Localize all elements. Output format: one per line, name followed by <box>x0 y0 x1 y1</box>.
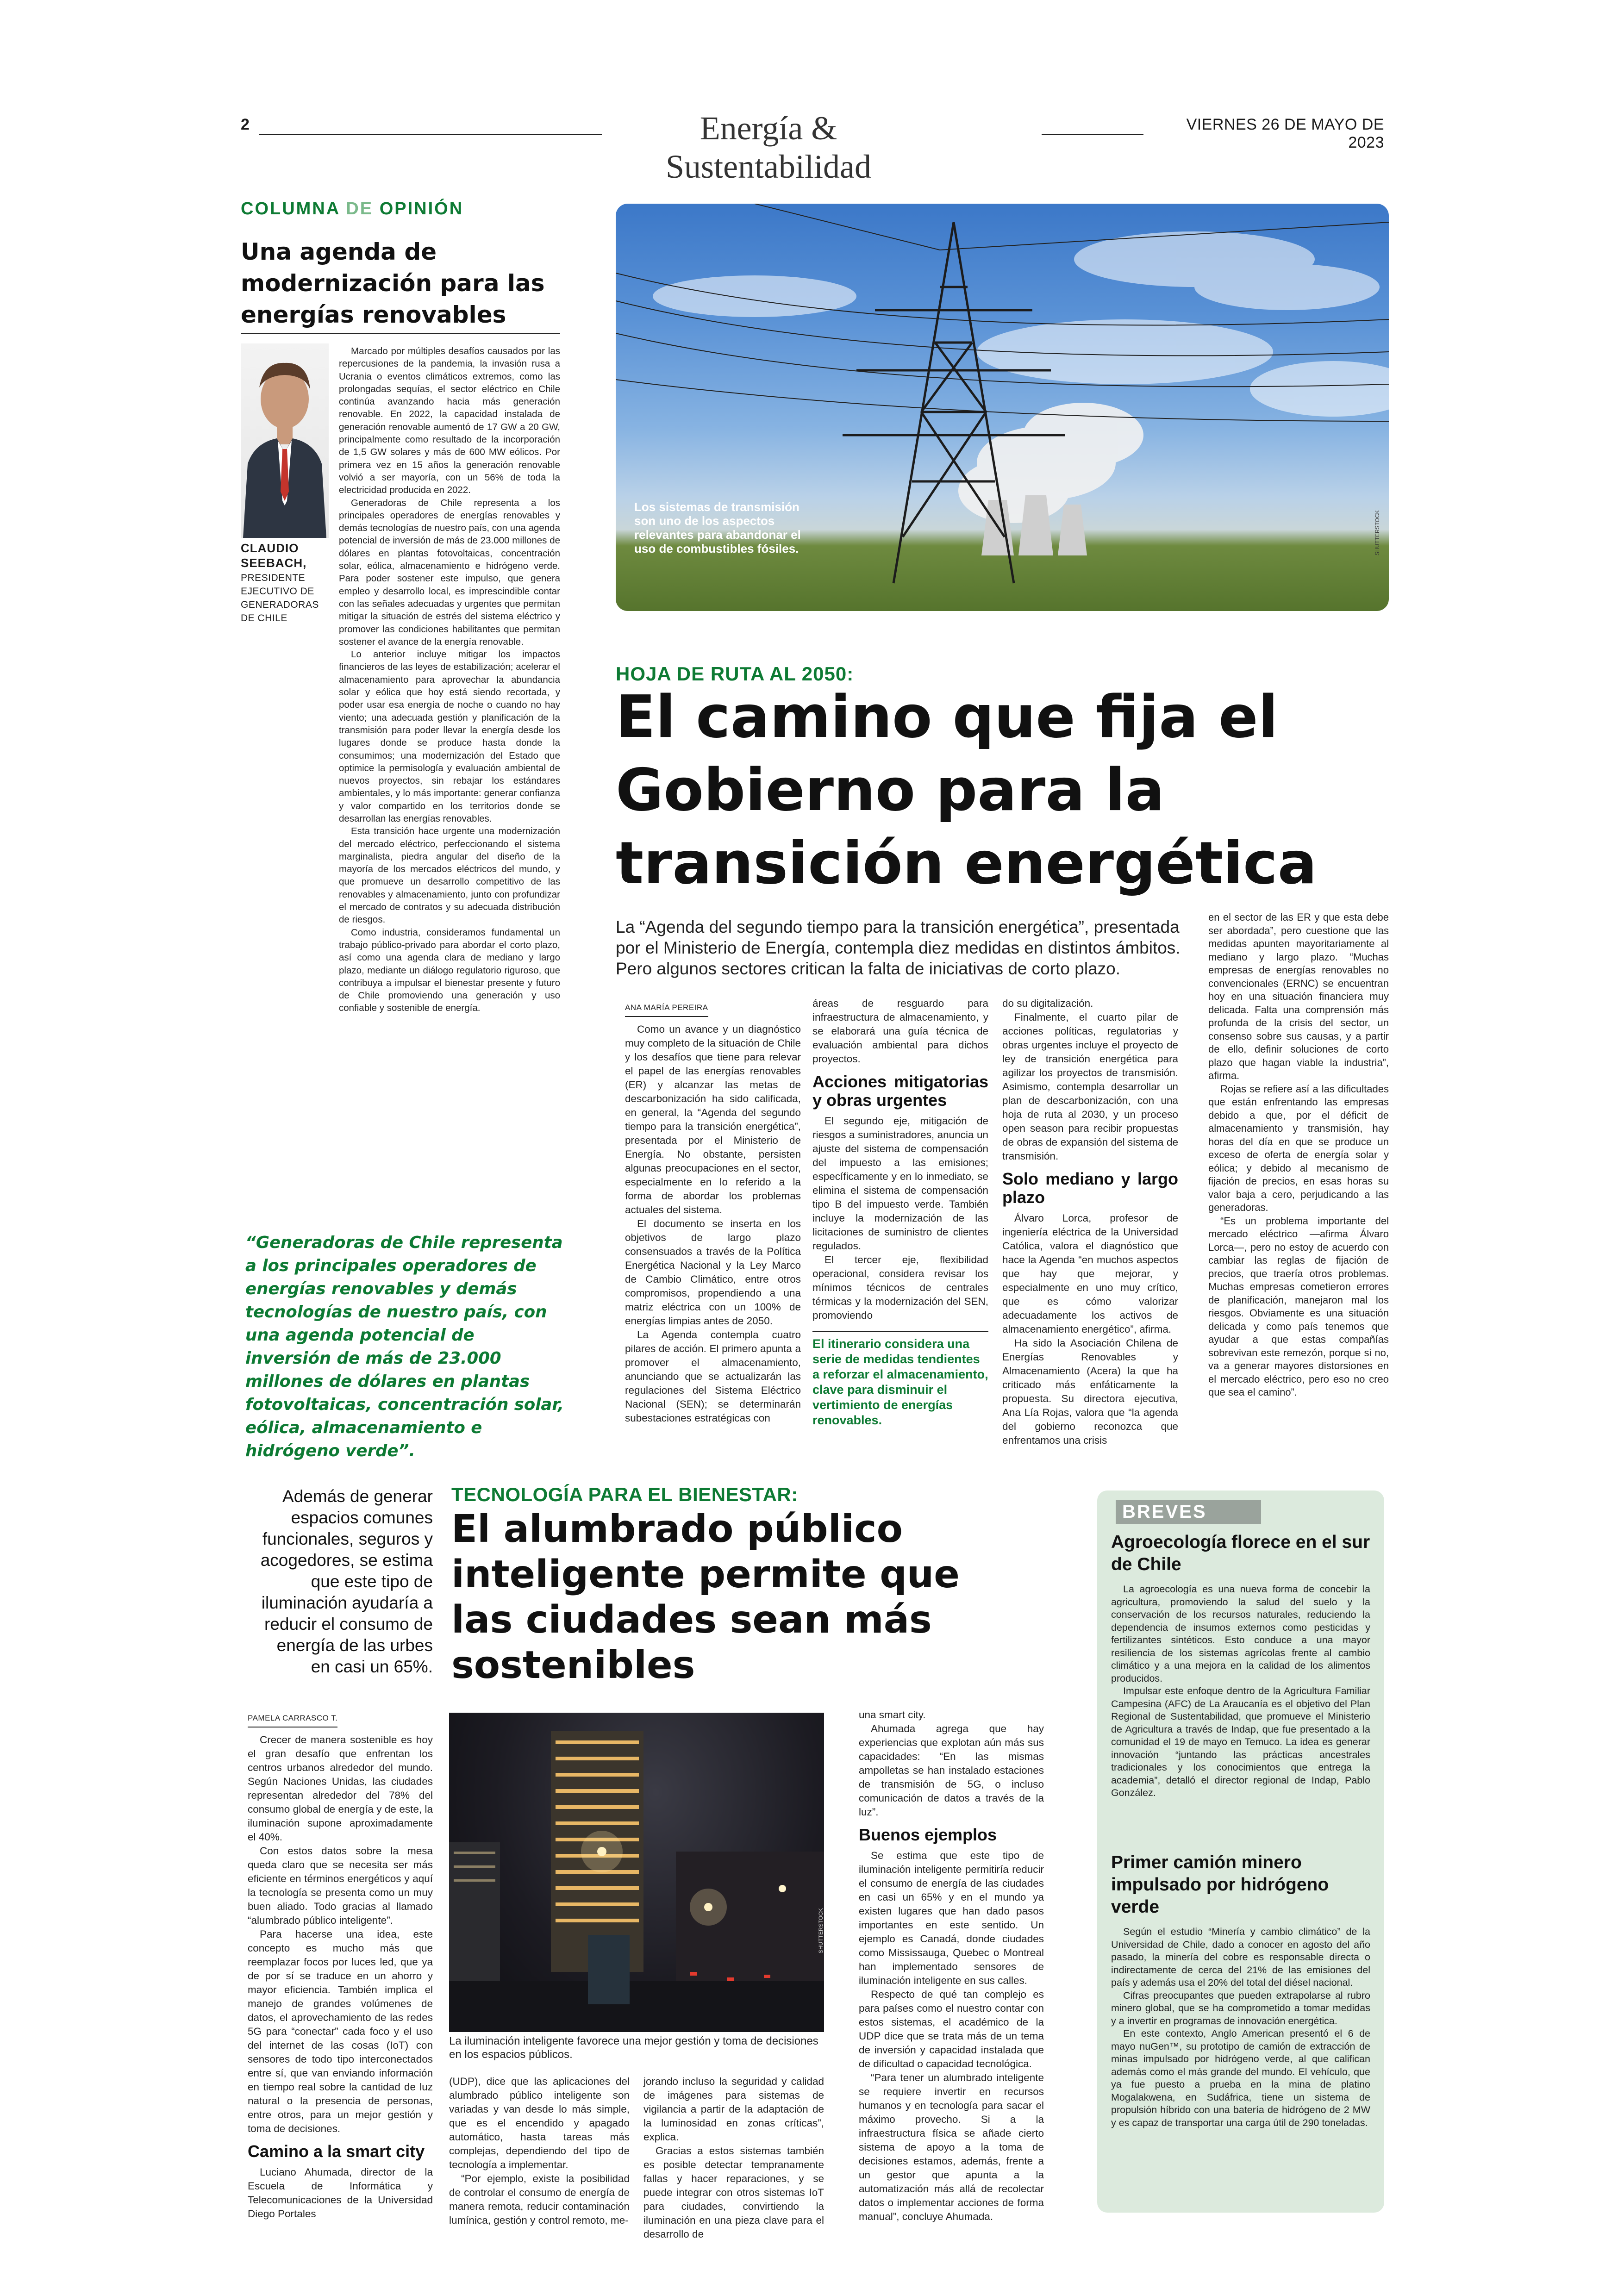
main-deck: La “Agenda del segundo tiempo para la transición energética”, presentada por el Ministerio de Energía, contempla diez medidas en distintos ámbitos. Pero algunos sectores critican la falta de iniciativas de corto plazo. <box>616 917 1181 978</box>
opinion-paragraph: Esta transición hace urgente una modernización del mercado eléctrico, perfeccionando el sistema marginalista, piedra angular del diseño de la mayoría de los mercados eléctricos del mundo, y que promueve un desarrollo competitivo de las renovables y almacenamiento, junto con profundizar el mercado de contratos y su adecuada distribución de riesgos. <box>339 826 560 925</box>
main-paragraph: El tercer eje, flexibilidad operacional, considera revisar los mínimos técnicos de centrales térmicas y la modernización del SEN, promoviendo <box>812 1254 988 1321</box>
main-subhead-1: Acciones mitigatorias y obras urgentes <box>812 1072 988 1110</box>
lighting-col-2 <box>449 2075 630 2227</box>
main-paragraph: La Agenda contempla cuatro pilares de acción. El primero apunta a promover el almacenamiento, anunciando que se actualizarán las regulaciones del Sistema Eléctrico Nacional (SEN); se determinarán subestaciones estratégicas con <box>625 1329 801 1424</box>
lighting-paragraph: una smart city. <box>859 1709 926 1721</box>
main-pull-quote: El itinerario considera una serie de medidas tendientes a reforzar el almacenamiento, clave para disminuir el vertimiento de energías renovables. <box>812 1337 988 1427</box>
lighting-paragraph: Crecer de manera sostenible es hoy el gran desafío que enfrentan los centros urbanos alrededor del mundo. Según Naciones Unidas, las ciudades representan alrededor del 78% del consumo global de energía y de este, la iluminación supone aproximadamente el 40%. <box>248 1734 433 1843</box>
lighting-photo-credit: SHUTTERSTOCK <box>818 1908 824 1953</box>
author-photo <box>241 343 329 538</box>
lighting-paragraph: Gracias a estos sistemas también es posible detectar tempranamente fallas y hacer reparaciones, y se puede integrar con otros sistemas IoT para ciudades, convirtiendo la iluminación en una pieza clave para el desarrollo de <box>643 2145 824 2240</box>
author-name: CLAUDIO SEEBACH, <box>241 541 307 570</box>
main-paragraph: Ha sido la Asociación Chilena de Energías Renovables y Almacenamiento (Acera) la que ha criticado más enfáticamente la propuesta. Su directora ejecutiva, Ana Lía Rojas, valora que “la agenda del gobierno reconozca que enfrentamos una crisis <box>1002 1337 1178 1446</box>
main-headline: El camino que fija el Gobierno para la transición energética <box>616 683 1317 897</box>
opinion-title-rule <box>241 333 560 334</box>
breves-label: BREVES <box>1116 1500 1261 1524</box>
lighting-col-3 <box>643 2075 824 2241</box>
smart-city-night-photo <box>449 1713 824 2032</box>
breves-paragraph: Impulsar este enfoque dentro de la Agricultura Familiar Campesina (AFC) de La Araucanía es el objetivo del Plan Regional de Sustentabilidad, que promueve el Ministerio de Agricultura a través de Indap, que fue presentado a la comunidad el 19 de mayo en Temuco. La idea es generar innovación “juntando las prácticas ancestrales tradicionales y los conocimientos que entrega la academia”, detalló el director regional de Indap, Pablo González. <box>1111 1685 1370 1798</box>
breves-item2-title: Primer camión minero impulsado por hidrógeno verde <box>1111 1852 1329 1917</box>
breves-item1-body <box>1111 1583 1370 1800</box>
photo-credit: SHUTTERSTOCK <box>1374 510 1380 555</box>
lighting-photo-caption: La iluminación inteligente favorece una mejor gestión y toma de decisiones en los espacios públicos. <box>449 2035 818 2061</box>
lighting-col-4 <box>859 1708 1044 2224</box>
main-kicker: HOJA DE RUTA AL 2050: <box>616 663 854 685</box>
photo-caption-transmission: Los sistemas de transmisión son uno de los aspectos relevantes para abandonar el uso de combustibles fósiles. <box>634 500 801 555</box>
opinion-body <box>339 345 560 1015</box>
city-night-illustration-icon <box>449 1713 824 2032</box>
main-paragraph: Álvaro Lorca, profesor de ingeniería eléctrica de la Universidad Católica, valora el diagnóstico que hace la Agenda “en muchos aspectos que hay que mejorar, y especialmente en uno muy crítico, que es cómo valorizar adecuadamente los activos de almacenamiento energético”, afirma. <box>1002 1212 1178 1335</box>
opinion-pull-quote: “Generadoras de Chile representa a los principales operadores de energías renovables y demás tecnologías de nuestro país, con una agenda potencial de inversión de más de 23.000 millones de dólares en plantas fotovoltaicas, concentración solar, eólica, almacenamiento e hidrógeno verde”. <box>245 1233 564 1460</box>
page-number: 2 <box>241 116 250 133</box>
transmission-tower-photo <box>616 204 1389 611</box>
author-role: PRESIDENTE EJECUTIVO DE GENERADORAS DE CHILE <box>241 573 319 624</box>
lighting-paragraph: Con estos datos sobre la mesa queda claro que se necesita ser más eficiente en términos energéticos y aquí la tecnología se presenta como un muy buen aliado. Todo gracias al llamado “alumbrado público inteligente”. <box>248 1845 433 1926</box>
lighting-headline: El alumbrado público inteligente permite que las ciudades sean más sostenibles <box>451 1507 960 1687</box>
lighting-byline: PAMELA CARRASCO T. <box>248 1711 337 1727</box>
main-paragraph: El segundo eje, mitigación de riesgos a suministradores, anuncia un ajuste del sistema de compensación del impuesto a las emisiones; específicamente y en lo inmediato, se elimina el sistema de compensación tipo B del impuesto verde. También incluye la modernización de las licitaciones de suministro de clientes regulados. <box>812 1115 988 1252</box>
header-date: VIERNES 26 DE MAYO DE 2023 <box>1186 116 1384 151</box>
lighting-paragraph: jorando incluso la seguridad y calidad de imágenes para sistemas de vigilancia a partir de la adaptación de la luminosidad en zonas críticas”, explica. <box>643 2076 824 2143</box>
lighting-side-quote: Además de generar espacios comunes funcionales, seguros y acogedores, se estima que este tipo de iluminación ayudaría a reducir el consumo de energía de las urbes en casi un 65%. <box>260 1487 433 1676</box>
lighting-col-1 <box>248 1710 433 2221</box>
opinion-title: Una agenda de modernización para las energías renovables <box>241 238 545 328</box>
pull-quote-rule <box>812 1331 988 1332</box>
breves-paragraph: En este contexto, Anglo American presentó el 6 de mayo nuGen™, su prototipo de camión de extracción de minas impulsado por hidrógeno verde, al que califican además como el más grande del mundo. El vehículo, que ya fue puesto a prueba en la mina de platino Mogalakwena, en Sudáfrica, tiene un sistema de propulsión híbrido con una batería de hidrógeno de 2 MW y es capaz de transportar una carga útil de 290 toneladas. <box>1111 2028 1370 2128</box>
breves-item1-title: Agroecología florece en el sur de Chile <box>1111 1532 1370 1574</box>
main-paragraph: Rojas se refiere así a las dificultades que están enfrentando las empresas debido a que, por el déficit de almacenamiento y transmisión, hay horas del día en que se produce un exceso de oferta de energía solar y eólica; y debido al mecanismo de fijación de precios, en esas horas su valor baja a cero, perjudicando a las generadoras. <box>1208 1083 1389 1213</box>
main-paragraph: en el sector de las ER y que esta debe ser abordada”, pero cuestione que las medidas apunten mayoritariamente al mediano y largo plazo. “Muchas empresas de energías renovables no convencionales (ERNC) se encuentran hoy en una situación financiera muy delicada. Falta una comprensión más profunda de la crisis del sector, un consenso sobre sus causas, y a partir de ello, definir soluciones de corto plazo que hagan viable la industria”, afirma. <box>1208 911 1389 1081</box>
breves-box <box>1097 1491 1384 2213</box>
lighting-paragraph: “Por ejemplo, existe la posibilidad de controlar el consumo de energía de manera remota, reducir contaminación lumínica, gestión y control remoto, me- <box>449 2173 630 2226</box>
main-byline: ANA MARÍA PEREIRA <box>625 1001 708 1017</box>
header-rule-right <box>1042 134 1143 135</box>
lighting-paragraph: Para hacerse una idea, este concepto es mucho más que reemplazar focos por luces led, que ya de por sí se traduce en un ahorro y mayor eficiencia. También implica el manejo de grandes volúmenes de datos, el aprovechamiento de las redes 5G para “conectar” cada foco y el uso del internet de las cosas (IoT) con sensores de todo tipo interconectados entre sí, que van enviando información en tiempo real sobre la cantidad de luz natural o la presencia de personas, entre otros, para un mejor gestión y toma de decisiones. <box>248 1928 433 2134</box>
opinion-paragraph: Como industria, consideramos fundamental un trabajo público-privado para abordar el corto plazo, así como una agenda clara de mediano y largo plazo, mediante un diálogo regulatorio riguroso, que contribuya a impulsar el bienestar presente y futuro de Chile promoviendo una generación y uso confiable y sostenible de energía. <box>339 927 560 1014</box>
section-title: Energía & Sustentabilidad <box>666 110 871 185</box>
breves-paragraph: La agroecología es una nueva forma de concebir la agricultura, promoviendo la salud del suelo y la conservación de los recursos naturales, reduciendo la dependencia de insumos externos como pesticidas y fertilizantes sintéticos. Esto conduce a una mayor resiliencia de los sistemas agrícolas frente al cambio climático y a una mejora en la calidad de los alimentos producidos. <box>1111 1584 1370 1684</box>
lighting-paragraph: (UDP), dice que las aplicaciones del alumbrado público inteligente son variadas y van desde lo más simple, que es el encendido y apagado automático, hasta tareas más complejas, dependiendo del tipo de tecnología a implementar. <box>449 2076 630 2170</box>
main-paragraph: “Es un problema importante del mercado eléctrico —afirma Álvaro Lorca—, pero no estoy de acuerdo con cambiar las reglas de fijación de precios, que traería otros problemas. Muchas empresas cometieron errores de planificación, manejaron mal los riesgos. Obviamente es una situación delicada y como país tenemos que ayudar a que estas compañías sobrevivan este remezón, porque si no, va a generar mayores distorsiones en el mercado eléctrico, pero eso no creo que sea el camino”. <box>1208 1215 1389 1398</box>
main-paragraph: El documento se inserta en los objetivos de largo plazo consensuados a través de la Política Energética Nacional y la Ley Marco de Cambio Climático, entre otros compromisos, propendiendo a una matriz eléctrica con un 100% de energías limpias antes de 2050. <box>625 1218 801 1327</box>
main-col-3 <box>1002 997 1178 1447</box>
main-paragraph: do su digitalización. <box>1002 998 1093 1009</box>
main-paragraph: áreas de resguardo para infraestructura de almacenamiento, y se elaborará una guía técnica de evaluación ambiental para dichos proyectos. <box>812 998 988 1065</box>
opinion-paragraph: Generadoras de Chile representa a los principales operadores de energías renovables y demás tecnologías de nuestro país, con una agenda potencial de inversión de más de 23.000 millones de dólares en plantas fotovoltaicas, concentración solar, eólica, almacenamiento e hidrógeno verde. Para poder sostener este impulso, que genera empleo y desarrollo local, es imprescindible contar con las señales adecuadas y urgentes que permitan mitigar la situación de estrés del sistema eléctrico y promover las condiciones habilitantes que permitan sostener el avance de la energía renovable. <box>339 497 560 647</box>
breves-paragraph: Cifras preocupantes que pueden extrapolarse al rubro minero global, que se ha comprometido a tomar medidas y a invertir en programas de innovación energética. <box>1111 1989 1370 2027</box>
lighting-kicker: TECNOLOGÍA PARA EL BIENESTAR: <box>451 1484 798 1505</box>
opinion-kicker: COLUMNA DE OPINIÓN <box>241 199 464 218</box>
main-col-2 <box>812 997 988 1428</box>
main-paragraph: Como un avance y un diagnóstico muy completo de la situación de Chile y los desafíos que tiene para relevar el papel de las energías renovables (ER) y alcanzar las metas de descarbonización ha sido calificada, en general, la “Agenda del segundo tiempo para la transición energética”, presentada por el Ministerio de Energía. No obstante, persisten algunas preocupaciones en el sector, especialmente en lo referido a la forma de abordar los problemas actuales del sistema. <box>625 1023 801 1216</box>
breves-item2-body <box>1111 1926 1370 2129</box>
lighting-paragraph: Luciano Ahumada, director de la Escuela de Informática y Telecomunicaciones de la Universidad Diego Portales <box>248 2166 433 2220</box>
breves-paragraph: Según el estudio “Minería y cambio climático” de la Universidad de Chile, dado a conocer en agosto del año pasado, la minería del cobre es responsable directa o indirectamente de cerca del 21% de las emisiones del país y además usa el 20% del total del diésel nacional. <box>1111 1926 1370 1988</box>
main-col-4 <box>1208 911 1389 1399</box>
lighting-paragraph: Se estima que este tipo de iluminación inteligente permitiría reducir el consumo de energía de las ciudades en casi un 65% y en el mundo ya existen lugares que han dado pasos importantes en este sentido. Un ejemplo es Canadá, donde ciudades como Mississauga, Quebec o Montreal han implementado sensores de iluminación inteligente en sus calles. <box>859 1850 1044 1986</box>
lighting-subhead-1: Camino a la smart city <box>248 2142 425 2161</box>
lighting-subhead-2: Buenos ejemplos <box>859 1825 997 1844</box>
main-subhead-2: Solo mediano y largo plazo <box>1002 1169 1178 1207</box>
main-paragraph: Finalmente, el cuarto pilar de acciones políticas, regulatorias y obras urgentes incluye el proyecto de ley de transición energética para agilizar los proyectos de transmisión. Asimismo, contempla desarrollar un plan de descarbonización, con una hoja de ruta al 2030, y un proceso open season para recibir propuestas de obras de expansión del sistema de transmisión. <box>1002 1011 1178 1162</box>
author-portrait-icon <box>241 343 329 538</box>
header-rule-left <box>259 134 602 135</box>
main-col-1 <box>625 1000 801 1425</box>
lighting-paragraph: Respecto de qué tan complejo es para países como el nuestro contar con estos sistemas, el académico de la UDP dice que se trata más de un tema de inversión y capacidad instalada que de dificultad o capacidad tecnológica. <box>859 1989 1044 2070</box>
lighting-paragraph: Ahumada agrega que hay experiencias que explotan aún más sus capacidades: “En las mismas ampolletas se han instalado estaciones de transmisión de 5G, o incluso comunicación de datos a través de la luz”. <box>859 1723 1044 1818</box>
opinion-paragraph: Lo anterior incluye mitigar los impactos financieros de las leyes de estabilización; acelerar el almacenamiento para aprovechar la abundancia solar y eólica que hoy está siendo recortada, y poder usar esa energía de noche o cuando no hay viento; una adecuada gestión y planificación de la transmisión para poder llevar la energía desde los lugares donde se produce hasta donde la consumimos; una modernización del Estado que optimice la permisología y evaluación ambiental de nuevos proyectos, sin rebajar los estándares ambientales, y lo más importante: generar confianza y valor compartido en los territorios donde se desarrollan las energías renovables. <box>339 649 560 824</box>
lighting-paragraph: “Para tener un alumbrado inteligente se requiere invertir en recursos humanos y en tecnología para sacar el máximo provecho. Si a la infraestructura física se añade cierto sistema de apoyo a la toma de decisiones estamos, además, frente a un gestor que apunta a la automatización más allá de recolectar datos o implementar acciones de forma manual”, concluye Ahumada. <box>859 2072 1044 2222</box>
page-header <box>241 110 1384 185</box>
opinion-paragraph: Marcado por múltiples desafíos causados por las repercusiones de la pandemia, la invasión rusa a Ucrania o eventos climáticos extremos, como las prolongadas sequías, el sector eléctrico en Chile continúa avanzando hacia más generación renovable. En 2022, la capacidad instalada de generación renovable aumentó de 17 GW a 20 GW, principalmente como resultado de la incorporación de 1,5 GW solares y más de 600 MW eólicos. Por primera vez en 15 años la generación renovable volvió a ser mayoría, con un 56% de toda la electricidad producida en 2022. <box>339 346 560 496</box>
